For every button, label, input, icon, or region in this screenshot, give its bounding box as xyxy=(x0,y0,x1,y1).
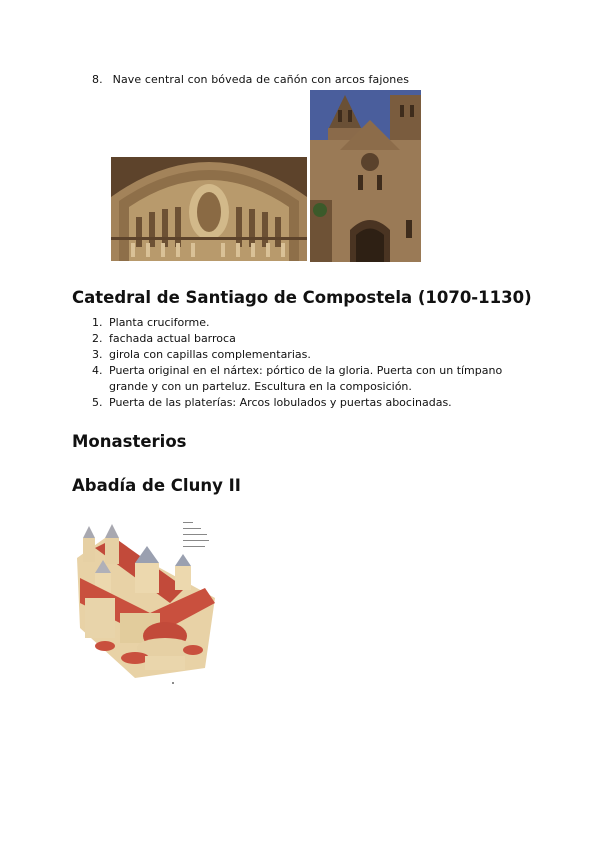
list-item xyxy=(92,395,512,411)
list-item-8 xyxy=(92,73,409,86)
cluny-legend xyxy=(183,522,223,552)
section-heading-monasterios: Monasterios xyxy=(72,432,187,451)
list-number: 3. xyxy=(92,348,103,361)
facade-drawing xyxy=(310,90,421,262)
list-item-text: Planta cruciforme. xyxy=(109,316,210,329)
list-item-text: Puerta de las platerías: Arcos lobulados y puertas abocinadas. xyxy=(109,396,452,409)
list-item xyxy=(92,331,512,347)
list-item-text: Puerta original en el nártex: pórtico de la gloria. Puerta con un tímpano grande y con un parteluz. Escultura en la composición. xyxy=(109,364,503,393)
list-item xyxy=(92,347,512,363)
list-item-text: Nave central con bóveda de cañón con arcos fajones xyxy=(112,73,410,86)
list-number: 8. xyxy=(92,73,103,86)
tympanum-image xyxy=(111,157,307,261)
tympanum-drawing xyxy=(111,157,307,261)
list-number: 1. xyxy=(92,316,103,329)
list-item xyxy=(92,315,512,331)
section-heading-cluny: Abadía de Cluny II xyxy=(72,476,241,495)
list-number: 5. xyxy=(92,396,103,409)
list-number: 2. xyxy=(92,332,103,345)
list-item-text: fachada actual barroca xyxy=(109,332,236,345)
list-number: 4. xyxy=(92,364,103,377)
facade-image xyxy=(310,90,421,262)
list-item xyxy=(92,363,512,395)
list-item-text: girola con capillas complementarias. xyxy=(109,348,311,361)
santiago-list xyxy=(92,315,512,411)
section-heading-santiago: Catedral de Santiago de Compostela (1070-1130) xyxy=(72,288,532,307)
